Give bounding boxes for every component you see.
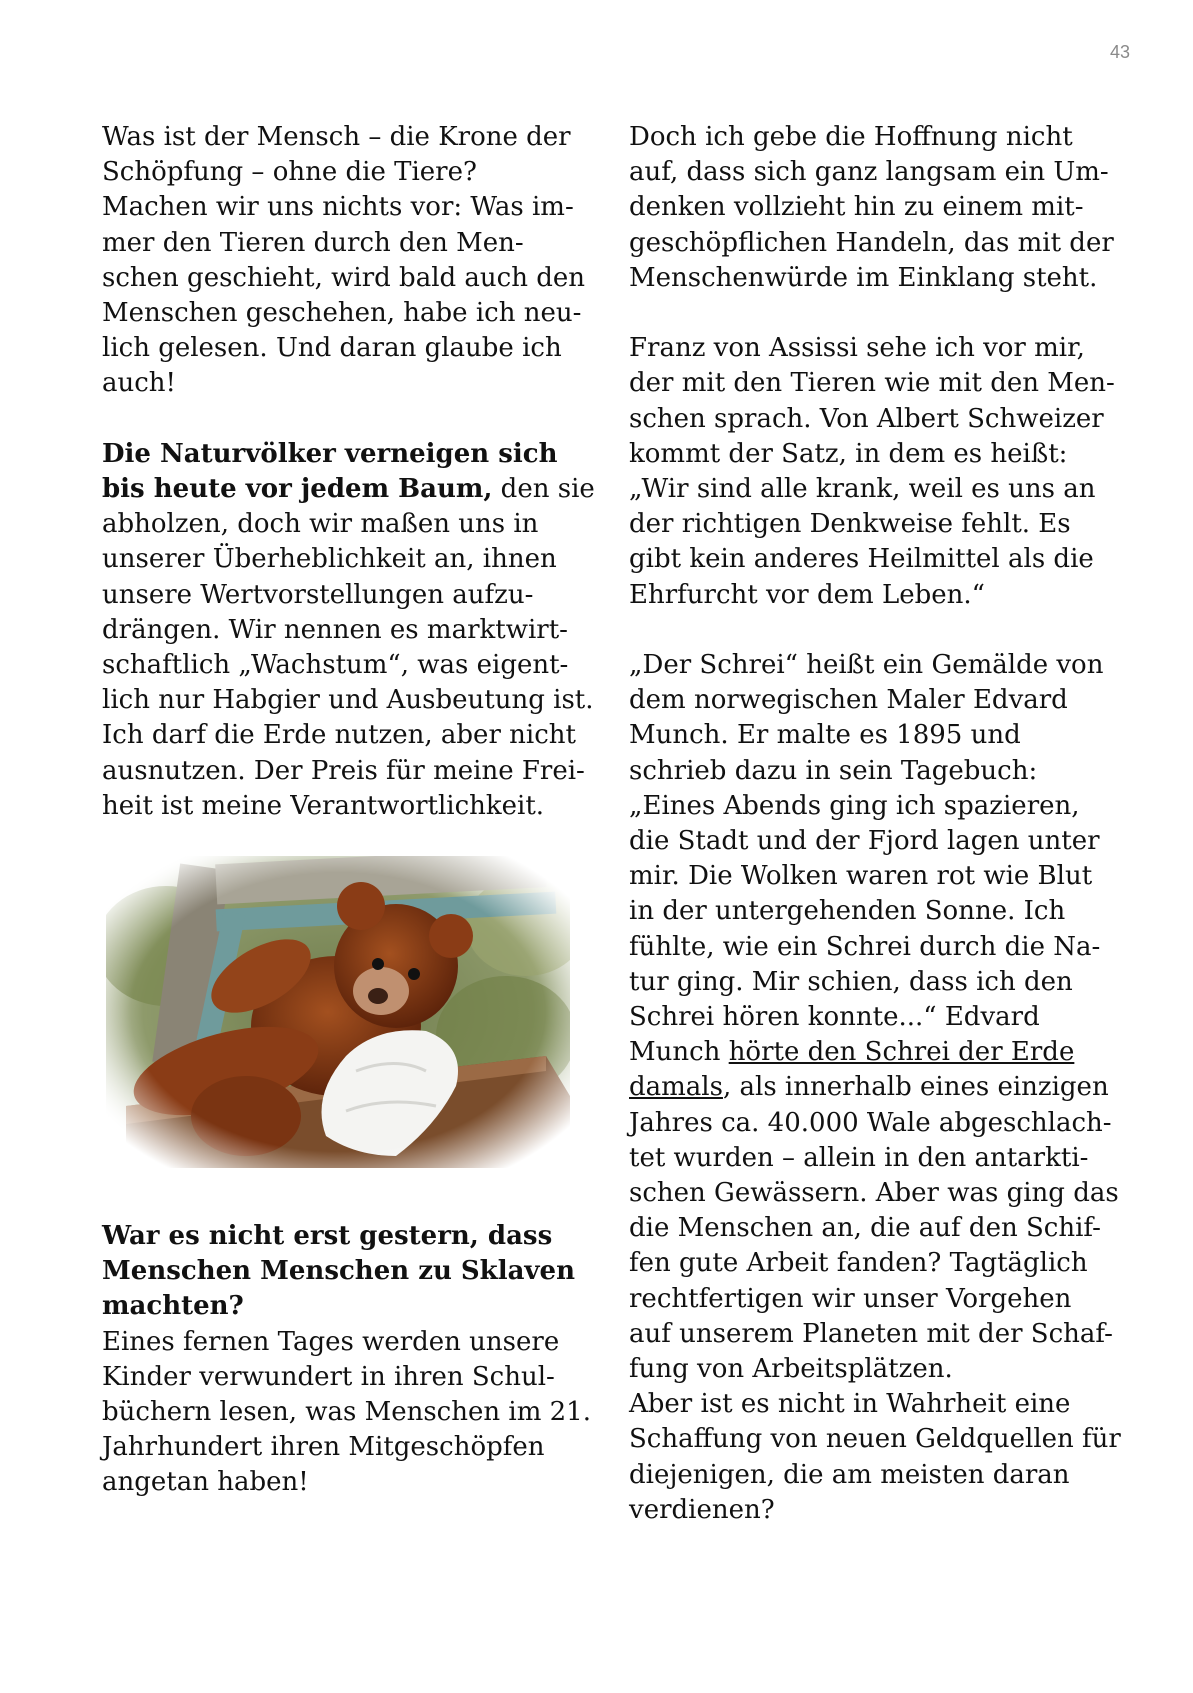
text-line: Franz von Assissi sehe ich vor mir, <box>629 333 1085 364</box>
bold-lead-line: Die Naturvölker verneigen sich <box>102 438 558 469</box>
text-line: Menschen geschehen, habe ich neu- <box>102 298 582 329</box>
text-line: schaftlich „Wachstum“, was eigent- <box>102 650 569 681</box>
text-line <box>629 1035 1099 1070</box>
text-line: lich nur Habgier und Ausbeutung ist. <box>102 685 594 716</box>
text-line: angetan haben! <box>102 1467 309 1498</box>
text-line: rechtfertigen wir unser Vorgehen <box>629 1283 1072 1314</box>
text-line: heit ist meine Verantwortlichkeit. <box>102 790 545 821</box>
text-line: lich gelesen. Und daran glaube ich <box>102 333 562 364</box>
section-heading: machten? <box>102 1291 244 1322</box>
text-line: „Eines Abends ging ich spazieren, <box>629 790 1080 821</box>
text-line: Ich darf die Erde nutzen, aber nicht <box>102 720 576 751</box>
text-line: Schrei hören konnte...“ Edvard <box>629 1002 1040 1033</box>
teddy-bear-photo <box>106 856 570 1168</box>
text-line <box>629 1070 1109 1105</box>
bold-lead-text: bis heute vor jedem Baum, <box>102 474 493 505</box>
left-lower-block <box>102 1219 591 1501</box>
text-line: Machen wir uns nichts vor: Was im- <box>102 192 574 223</box>
text-line: dem norwegischen Maler Edvard <box>629 685 1068 716</box>
text-line: kommt der Satz, in dem es heißt: <box>629 438 1068 469</box>
text-line: büchern lesen, was Menschen im 21. <box>102 1397 591 1428</box>
text-line: diejenigen, die am meisten daran <box>629 1459 1070 1490</box>
text-line: Schöpfung – ohne die Tiere? <box>102 157 477 188</box>
text-line: auf, dass sich ganz langsam ein Um- <box>629 157 1109 188</box>
left-column <box>102 120 595 824</box>
text-line: denken vollzieht hin zu einem mit- <box>629 192 1084 223</box>
section-heading: War es nicht erst gestern, dass <box>102 1221 553 1251</box>
text-line: schen geschieht, wird bald auch den <box>102 262 586 293</box>
text-line: fen gute Arbeit fanden? Tagtäglich <box>629 1248 1088 1279</box>
text-line: mer den Tieren durch den Men- <box>102 227 524 258</box>
text-line: Munch. Er malte es 1895 und <box>629 720 1021 751</box>
text-line: verdienen? <box>629 1494 775 1525</box>
lead-rest-text: den sie <box>492 474 595 505</box>
underlined-phrase: hörte den Schrei der Erde <box>728 1037 1075 1068</box>
text-line: ausnutzen. Der Preis für meine Frei- <box>102 755 585 786</box>
text-line: geschöpflichen Handeln, das mit der <box>629 227 1114 258</box>
text-line: fühlte, wie ein Schrei durch die Na- <box>629 931 1101 962</box>
text-line: Eines fernen Tages werden unsere <box>102 1326 560 1357</box>
text-line: gibt kein anderes Heilmittel als die <box>629 544 1094 575</box>
text-line: schen Gewässern. Aber was ging das <box>629 1178 1119 1209</box>
text-line: auch! <box>102 368 177 399</box>
right-column <box>629 120 1121 1528</box>
text-line: Schaffung von neuen Geldquellen für <box>629 1424 1121 1455</box>
page-number: 43 <box>1110 42 1131 62</box>
text-line: Doch ich gebe die Hoffnung nicht <box>629 122 1073 152</box>
text-line: der mit den Tieren wie mit den Men- <box>629 368 1115 399</box>
text-line: schrieb dazu in sein Tagebuch: <box>629 755 1038 786</box>
text-line <box>102 472 595 507</box>
text-line: unsere Wertvorstellungen aufzu- <box>102 579 534 610</box>
text-line: „Wir sind alle krank, weil es uns an <box>629 474 1096 505</box>
text-line: der richtigen Denkweise fehlt. Es <box>629 509 1071 540</box>
text-line: schen sprach. Von Albert Schweizer <box>629 403 1104 434</box>
text-line: unserer Überheblichkeit an, ihnen <box>102 544 557 575</box>
text-line: Aber ist es nicht in Wahrheit eine <box>629 1389 1071 1420</box>
text-line: die Menschen an, die auf den Schif- <box>629 1213 1101 1244</box>
section-heading: Menschen Menschen zu Sklaven <box>102 1256 575 1287</box>
text-line: Was ist der Mensch – die Krone der <box>102 122 571 152</box>
text-line: Kinder verwundert in ihren Schul- <box>102 1361 555 1392</box>
text-line: „Der Schrei“ heißt ein Gemälde von <box>629 650 1104 681</box>
text-line: Ehrfurcht vor dem Leben.“ <box>629 579 985 610</box>
text-line: mir. Die Wolken waren rot wie Blut <box>629 861 1093 892</box>
text-line: Jahrhundert ihren Mitgeschöpfen <box>102 1432 545 1463</box>
text-line: Menschenwürde im Einklang steht. <box>629 262 1098 293</box>
text-line: tet wurden – allein in den antarkti- <box>629 1142 1089 1173</box>
text-line: in der untergehenden Sonne. Ich <box>629 896 1066 927</box>
text-line: tur ging. Mir schien, dass ich den <box>629 966 1073 997</box>
munch-text: Munch <box>629 1037 729 1068</box>
text-line: auf unserem Planeten mit der Schaf- <box>629 1318 1113 1349</box>
text-line: Jahres ca. 40.000 Wale abgeschlach- <box>629 1107 1112 1138</box>
text-line: drängen. Wir nennen es marktwirt- <box>102 614 568 645</box>
underlined-phrase: damals <box>629 1072 723 1103</box>
damals-rest-text: , als innerhalb eines einzigen <box>722 1072 1109 1103</box>
text-line: fung von Arbeitsplätzen. <box>629 1354 953 1385</box>
text-line: die Stadt und der Fjord lagen unter <box>629 826 1100 857</box>
text-line: abholzen, doch wir maßen uns in <box>102 509 539 540</box>
